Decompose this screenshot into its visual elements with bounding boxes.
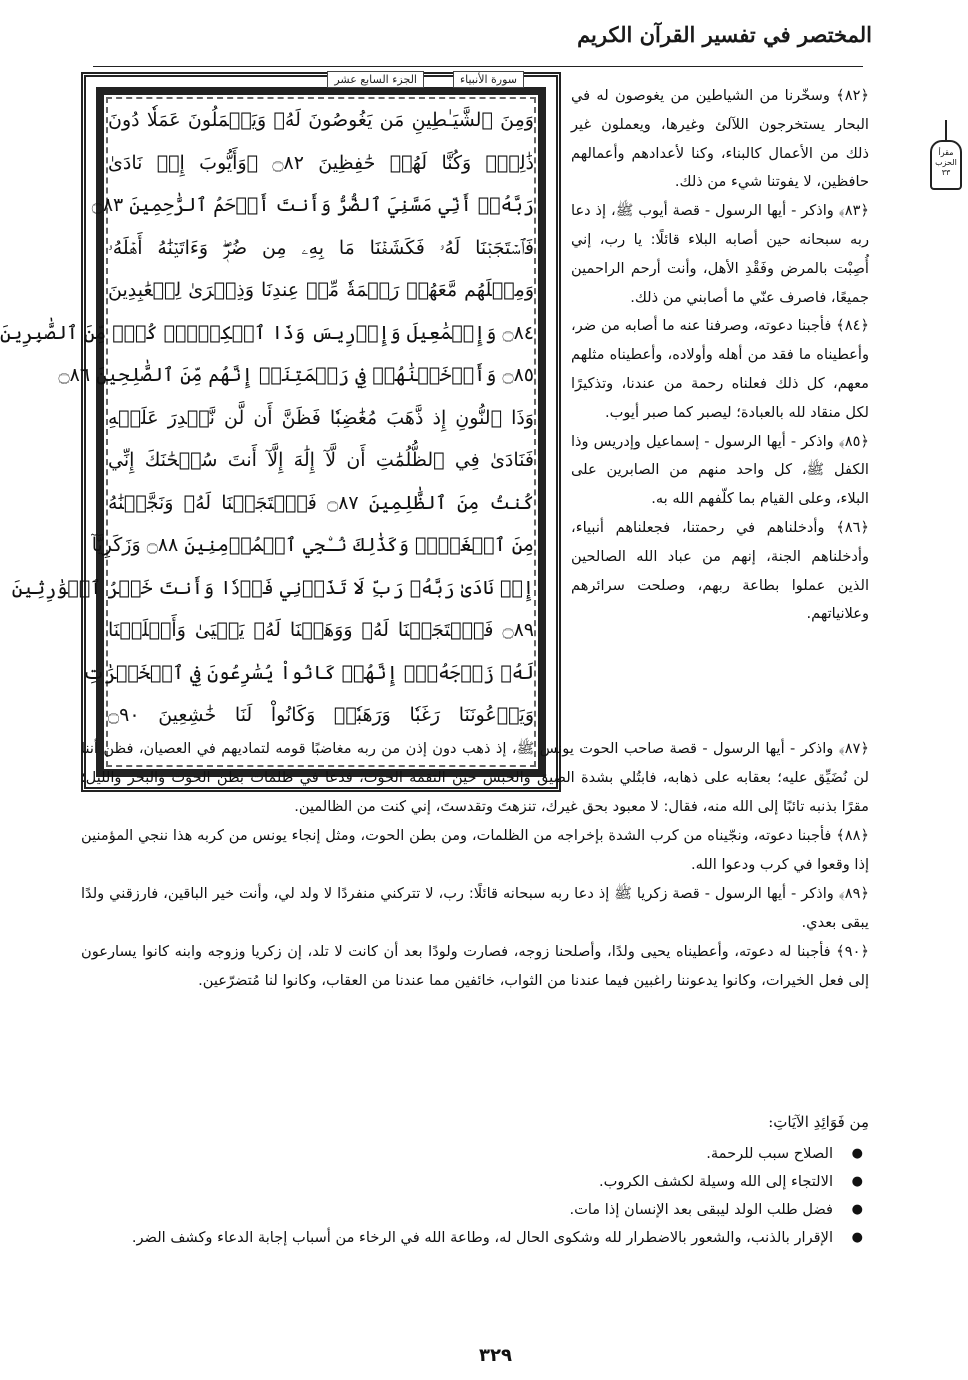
quran-line: رَبَّهُۥٓ أَنِّي مَسَّنِيَ ٱلضُّرُّ وَأَنتَ أَرۡحَمُ ٱلرَّٰحِمِينَ ۝٨٣ [91, 194, 534, 216]
quran-line: وَيَدۡعُونَنَا رَغَبٗا وَرَهَبٗاۖ وَكَانُواْ لَنَا خَٰشِعِينَ ۝٩٠ [108, 704, 534, 726]
tafsir-paragraph: ﴿٨٢﴾ وسخّرنا من الشياطين من يغوصون له في البحار يستخرجون اللآلئ وغيرها، ويعملون غير ذلك من الأعمال كالبناء، وكنا لأعدادهم وأعمالهم حافظين، لا يفوتنا شيء من ذلك. [571, 87, 869, 191]
quran-line: مِنَ ٱلۡغَمِّۚ وَكَذَٰلِكَ نُـۨجِي ٱلۡمُؤۡمِنِينَ ۝٨٨ وَزَكَرِيَّآ [91, 534, 534, 556]
benefit-item: ● الإقرار بالذنب، والشعور بالاضطرار لله وشكوى الحال له، وطاعة الله في الرخاء من أسباب إجابة الدعاء وكشف الضر. [81, 1224, 869, 1252]
quran-line: ذَٰلِكَۖ وَكُنَّا لَهُمۡ حَٰفِظِينَ ۝٨٢ ۞وَأَيُّوبَ إِذۡ نَادَىٰ [108, 151, 534, 174]
tafsir-full-column [81, 740, 869, 995]
book-title: المختصر في تفسير القرآن الكريم [577, 22, 872, 47]
tafsir-paragraph: ﴿٩٠﴾ فأجبنا له دعوته، وأعطيناه يحيى ولدًا، وأصلحنا زوجه، فصارت ولودًا بعد أن كانت لا تلد، إن زكريا وزوجه وابنه كانوا يسارعون إلى فعل الخيرات، وكانوا يدعوننا راغبين فيما عندنا من الثواب، خائفين مما عندنا من العقاب، وكانوا لنا مُتضرّعين. [81, 943, 869, 989]
benefits-section [81, 1108, 869, 1252]
tafsir-paragraph: ﴿٨٥﴾ واذكر - أيها الرسول - إسماعيل وإدريس وذا الكفل ﷺ، كل واحد منهم من الصابرين على البلاء، وعلى القيام بما كلّفهم الله به. [571, 432, 869, 508]
mushaf-frame [0, 72, 561, 792]
quran-line: ۝٨٥ وَأَدۡخَلۡنَٰهُمۡ فِي رَحۡمَتِنَآۖ إِنَّهُم مِّنَ ٱلصَّٰلِحِينَ ۝٨٦ [58, 364, 534, 386]
tafsir-paragraph: ﴿٨٧﴾ واذكر - أيها الرسول - قصة صاحب الحوت يونس ﷺ، إذ ذهب دون إذن من ربه مغاضبًا قومه لتماديهم في العصيان، فظن أننا لن نُضَيِّق عليه؛ بعقابه على ذهابه، فابتُلي بشدة الضيق والحبس حين التقمه الحوت، فدعا في ظلمات بطن الحوت والبحر والليل؛ مقرًا بذنبه تائبًا إلى الله منه، فقال: لا معبود بحق غيرك، تنزهتَ وتقدستَ، إني كنت من الظالمين. [81, 740, 869, 815]
quran-line: وَمِثۡلَهُم مَّعَهُمۡ رَحۡمَةٗ مِّنۡ عِندِنَا وَذِكۡرَىٰ لِلۡعَٰبِدِينَ [108, 279, 534, 301]
surah-label: سورة الأنبياء [453, 71, 524, 88]
benefits-title: مِن فَوَائِدِ الآيَاتِ: [768, 1113, 869, 1131]
quran-line: لَهُۥ زَوۡجَهُۥٓۚ إِنَّهُمۡ كَانُواْ يُسَٰرِعُونَ فِي ٱلۡخَيۡرَٰتِ [82, 661, 534, 684]
header-divider [93, 66, 863, 67]
quran-line: فَنَادَىٰ فِي ٱلظُّلُمَٰتِ أَن لَّآ إِلَٰهَ إِلَّآ أَنتَ سُبۡحَٰنَكَ إِنِّي [108, 449, 534, 471]
page-number: ٣٢٩ [479, 1345, 512, 1366]
quran-line: ۝٨٩ فَٱسۡتَجَبۡنَا لَهُۥ وَوَهَبۡنَا لَهُۥ يَحۡيَىٰ وَأَصۡلَحۡنَا [108, 619, 534, 641]
benefit-item: ● فضل طلب الولد ليبقى بعد الإنسان إذا مات. [81, 1196, 869, 1224]
quran-line: ۝٨٤ وَإِسۡمَٰعِيلَ وَإِدۡرِيسَ وَذَا ٱلۡكِفۡلِۖ كُلّٞ مِّنَ ٱلصَّٰبِرِينَ [0, 321, 534, 344]
quran-line: وَذَا ٱلنُّونِ إِذ ذَّهَبَ مُغَٰضِبٗا فَظَنَّ أَن لَّن نَّقۡدِرَ عَلَيۡهِ [108, 406, 534, 429]
tafsir-paragraph: ﴿٨٣﴾ واذكر - أيها الرسول - قصة أيوب ﷺ، إذ دعا ربه سبحانه حين أصابه البلاء قائلًا: يا رب، إني أُصِبْت بالمرض وفَقْدِ الأهل، وأنت أرحم الراحمين جميعًا، فاصرف عنّي ما أصابني من ذلك. [571, 202, 869, 306]
tafsir-paragraph: ﴿٨٦﴾ وأدخلناهم في رحمتنا، فجعلناهم أنبياء، وأدخلناهم الجنة، إنهم من عباد الله الصالحين الذين عملوا بطاعة ربهم، وصلحت سرائرهم وعلانياتهم. [571, 518, 869, 623]
benefit-item: ● الصلاح سبب للرحمة. [81, 1140, 869, 1168]
tafsir-paragraph: ﴿٨٤﴾ فأجبنا دعوته، وصرفنا عنه ما أصابه من ضر، وأعطيناه ما فقد من أهله وأولاده، وأعطيناه مثلهم معهم، كل ذلك فعلناه رحمة من عندنا، وتذكيرًا لكل منقاد لله بالعبادة؛ ليصبر كما صبر أيوب. [571, 317, 869, 421]
tafsir-paragraph: ﴿٨٩﴾ واذكر - أيها الرسول - قصة زكريا ﷺ إذ دعا ربه سبحانه قائلًا: رب، لا تتركني منفردًا لا ولد لي، وأنت خير الباقين، فارزقني ولدًا يبقى بعدي. [81, 885, 869, 931]
tafsir-paragraph: ﴿٨٨﴾ فأجبنا دعوته، ونجّيناه من كرب الشدة بإخراجه من الظلمات، ومن بطن الحوت، ومثل إنجاء يونس من كربه هذا ننجي المؤمنين إذا وقعوا في كرب ودعوا الله. [81, 827, 869, 873]
benefit-item: ● الالتجاء إلى الله وسيلة لكشف الكروب. [81, 1168, 869, 1196]
benefits-list [81, 1140, 869, 1252]
mushaf-text-area [0, 73, 534, 765]
tafsir-side-column [571, 82, 869, 629]
quran-line: إِذۡ نَادَىٰ رَبَّهُۥ رَبِّ لَا تَذَرۡنِي فَرۡدٗا وَأَنتَ خَيۡرُ ٱلۡوَٰرِثِينَ [11, 576, 534, 599]
quran-line: فَٱسۡتَجَبۡنَا لَهُۥ فَكَشَفۡنَا مَا بِهِۦ مِن ضُرّٖۖ وَءَاتَيۡنَٰهُ أَهۡلَهُۥ [108, 236, 534, 259]
juz-label: الجزء السابع عشر [327, 71, 424, 88]
quran-line: وَمِنَ ٱلشَّيَـٰطِينِ مَن يَغُوصُونَ لَهُۥ وَيَعۡمَلُونَ عَمَلٗا دُونَ [108, 109, 534, 131]
quran-line: كُنتُ مِنَ ٱلظَّٰلِمِينَ ۝٨٧ فَٱسۡتَجَبۡنَا لَهُۥ وَنَجَّيۡنَٰهُ [108, 491, 534, 514]
hizb-marker: مقرأ الحزب ٣٣ [930, 140, 962, 190]
